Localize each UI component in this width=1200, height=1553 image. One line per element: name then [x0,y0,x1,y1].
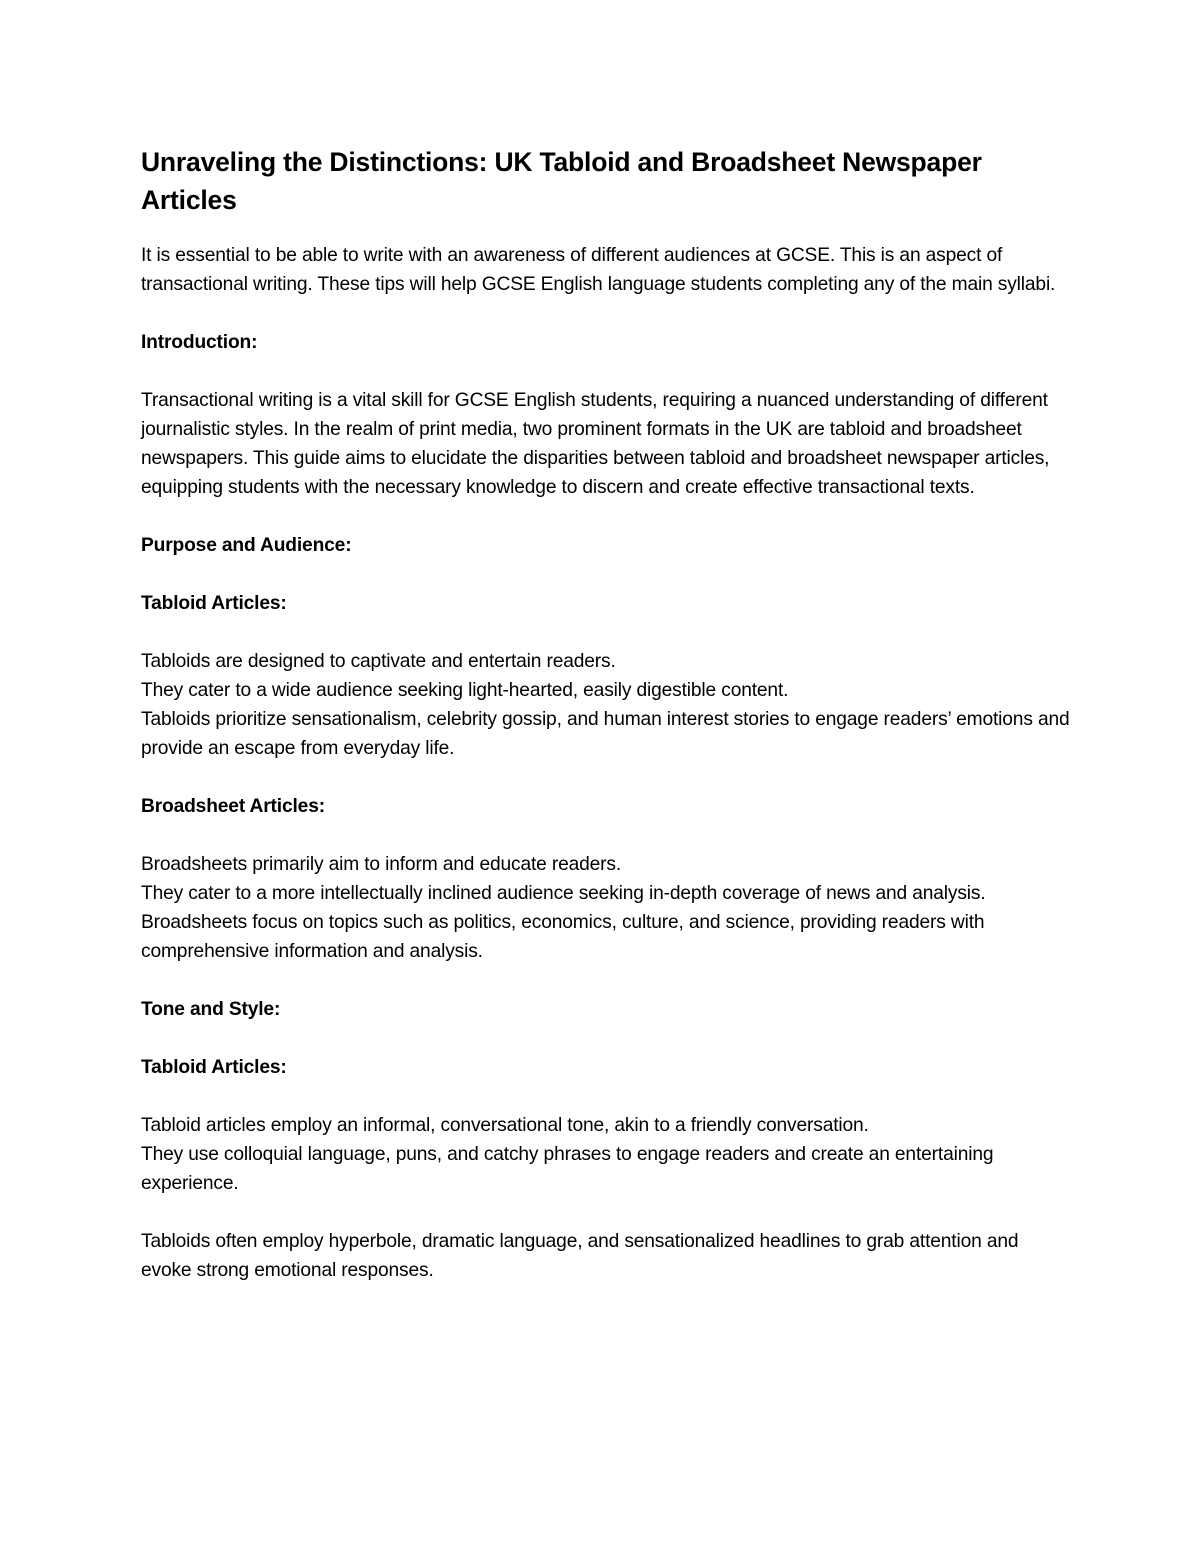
tone-style-heading: Tone and Style: [141,999,281,1020]
tone-tabloid-heading: Tabloid Articles: [141,1057,287,1078]
intro-paragraph: It is essential to be able to write with an awareness of different audiences at GCSE. This is an aspect of transactional writing. These tips will help GCSE English language students completing any of the main syllabi. [141,245,1056,295]
tone-tabloid-line: They use colloquial language, puns, and catchy phrases to engage readers and create an entertaining experience. [141,1144,994,1194]
purpose-broadsheet-block [141,850,1071,966]
purpose-broadsheet-line: Broadsheets primarily aim to inform and educate readers. [141,854,622,875]
tone-tabloid-block [141,1111,1071,1198]
introduction-paragraph: Transactional writing is a vital skill for GCSE English students, requiring a nuanced understanding of different journalistic styles. In the realm of print media, two prominent formats in the UK are tabloid and broadsheet newspapers. This guide aims to elucidate the disparities between tabloid and broadsheet newspaper articles, equipping students with the necessary knowledge to discern and create effective transactional texts. [141,390,1050,498]
purpose-tabloid-block [141,647,1071,763]
tone-tabloid-line: Tabloid articles employ an informal, conversational tone, akin to a friendly conversation. [141,1115,869,1136]
document-title: Unraveling the Distinctions: UK Tabloid and Broadsheet Newspaper Articles [141,147,982,215]
purpose-broadsheet-heading: Broadsheet Articles: [141,796,325,817]
document-page [141,143,1071,1314]
purpose-audience-heading: Purpose and Audience: [141,535,352,556]
purpose-tabloid-line: Tabloids are designed to captivate and entertain readers. [141,651,616,672]
introduction-heading: Introduction: [141,332,258,353]
purpose-tabloid-line: Tabloids prioritize sensationalism, celebrity gossip, and human interest stories to engage readers’ emotions and provide an escape from everyday life. [141,709,1070,759]
purpose-tabloid-heading: Tabloid Articles: [141,593,287,614]
purpose-tabloid-line: They cater to a wide audience seeking light-hearted, easily digestible content. [141,680,789,701]
tone-tabloid-paragraph: Tabloids often employ hyperbole, dramatic language, and sensationalized headlines to grab attention and evoke strong emotional responses. [141,1231,1019,1281]
purpose-broadsheet-line: They cater to a more intellectually inclined audience seeking in-depth coverage of news and analysis. [141,883,986,904]
purpose-broadsheet-line: Broadsheets focus on topics such as politics, economics, culture, and science, providing readers with comprehensive information and analysis. [141,912,985,962]
